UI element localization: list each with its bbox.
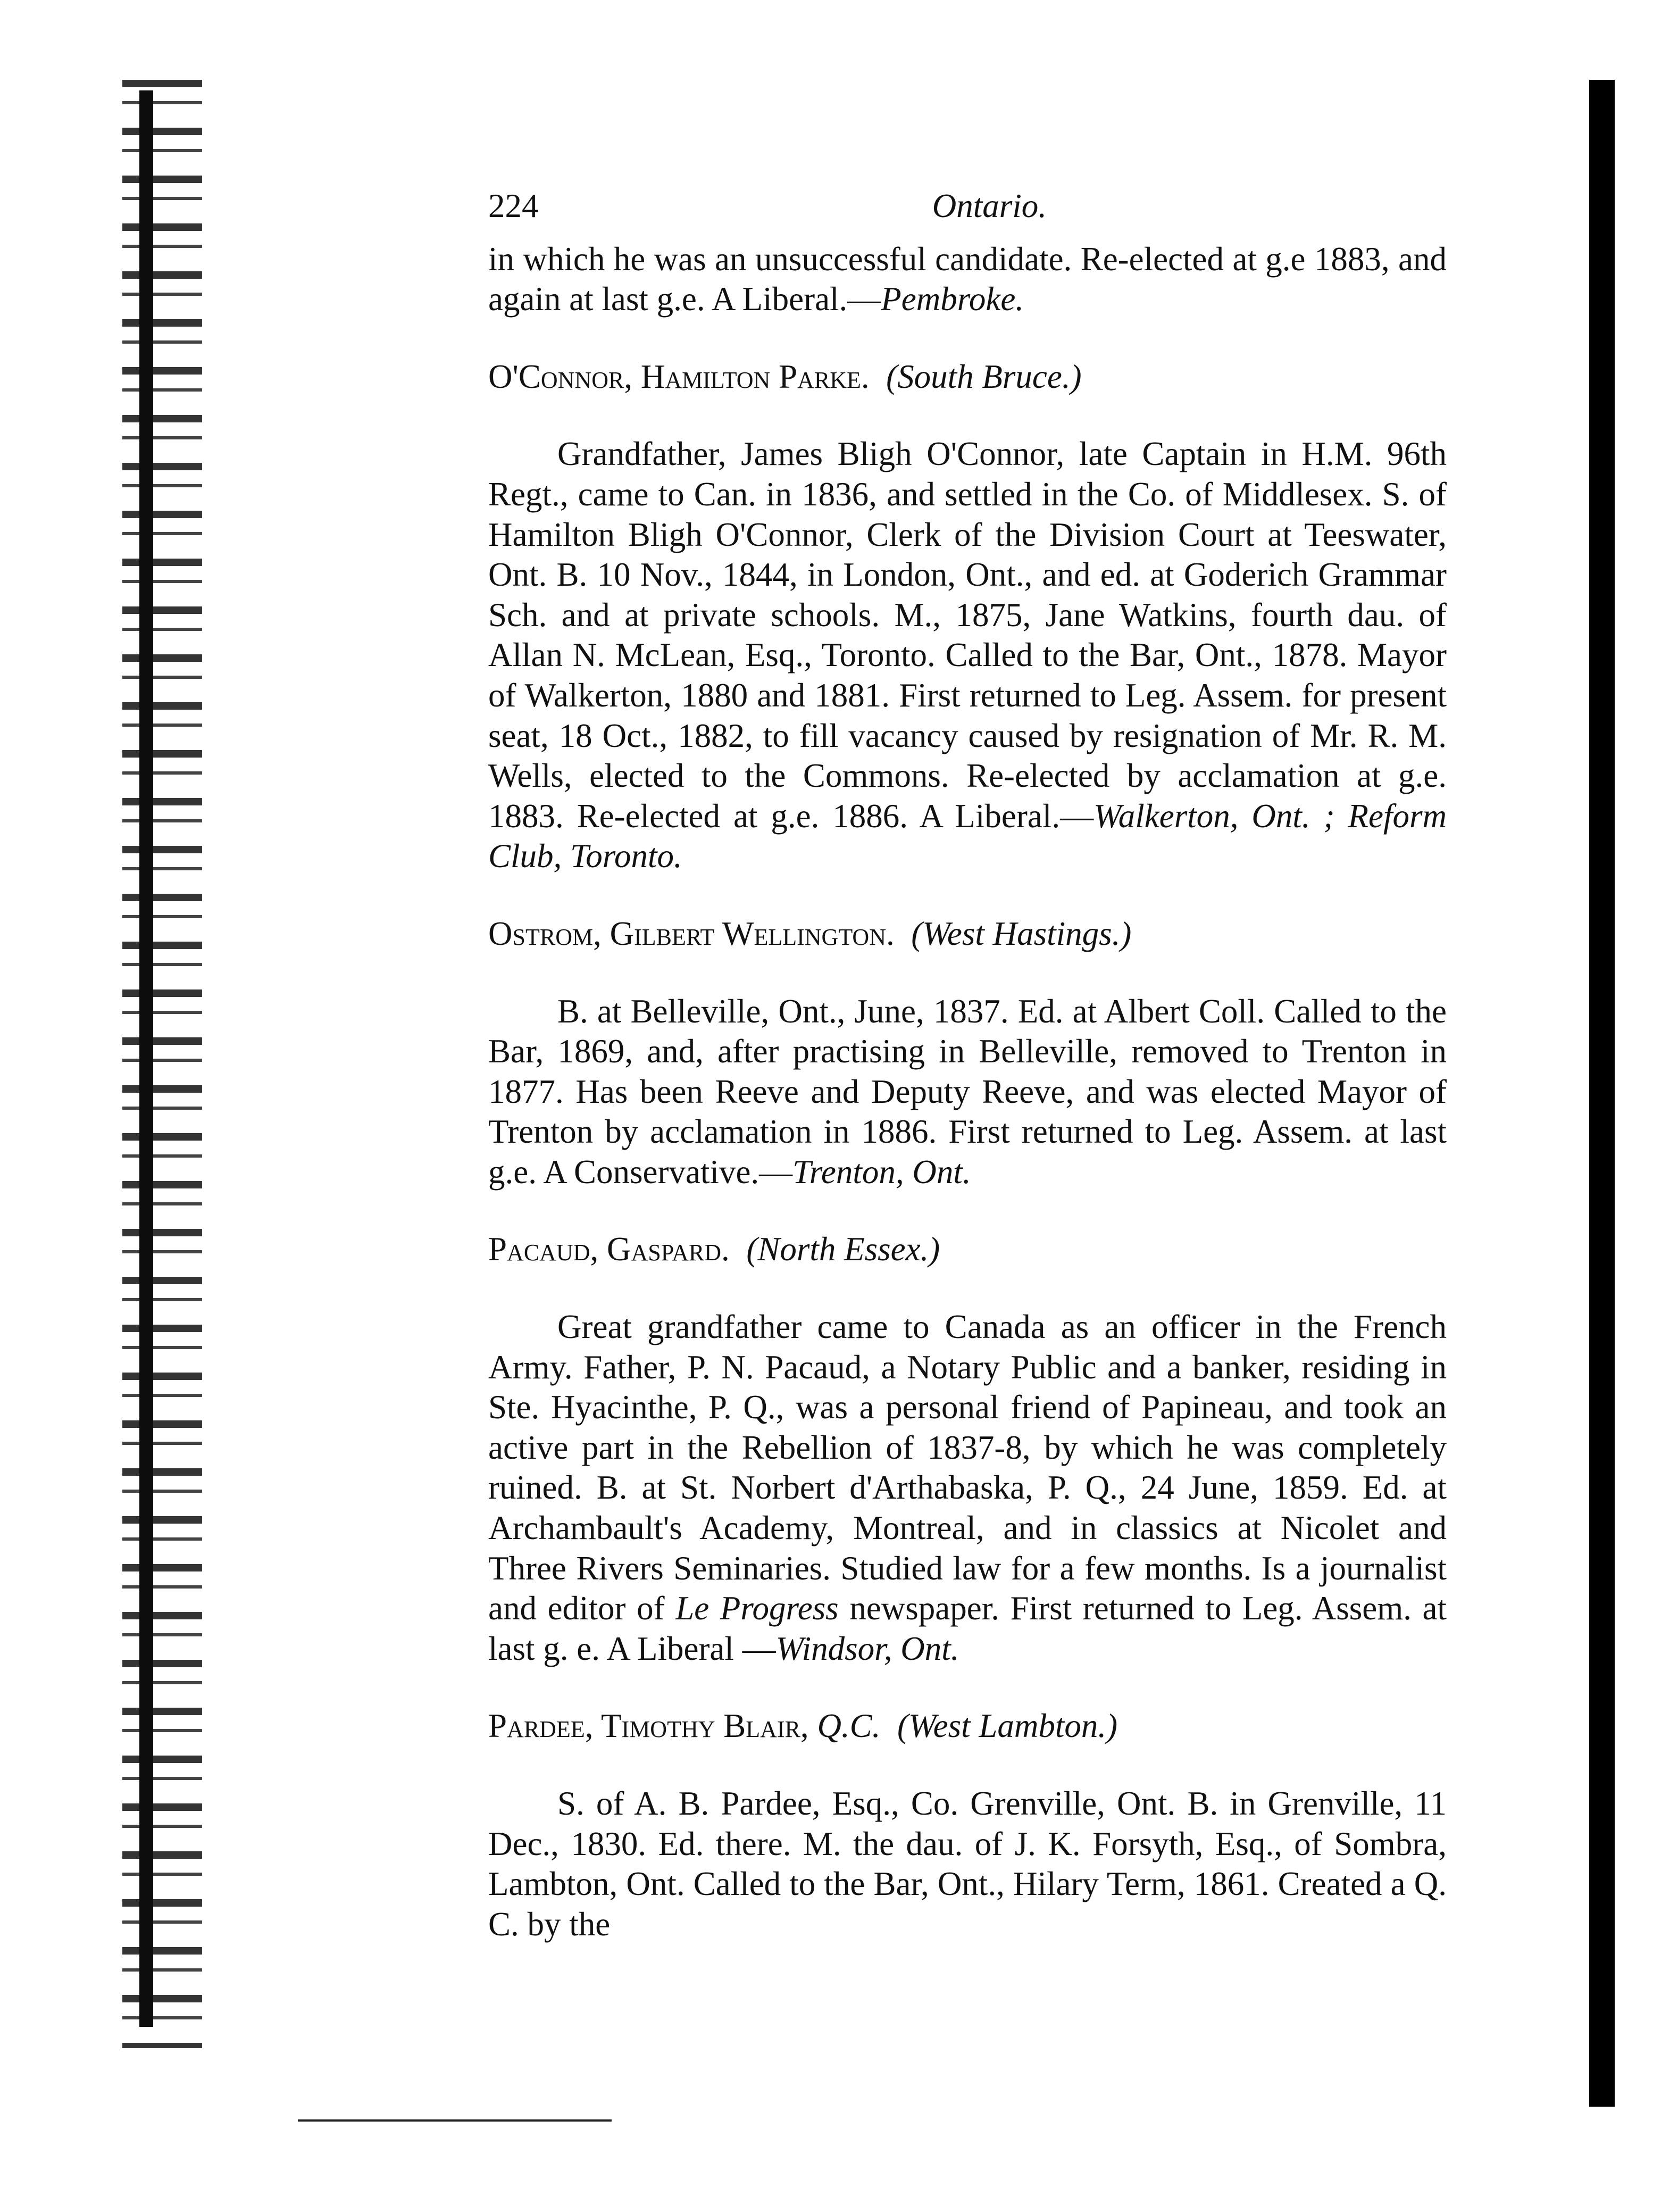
entry-residence: Trenton, Ont. — [792, 1153, 971, 1191]
entry-biography — [488, 1784, 1447, 1944]
entry-heading — [488, 1229, 1447, 1270]
entry-name: O'Connor, Hamilton Parke. — [488, 357, 870, 395]
entry-heading — [488, 357, 1447, 397]
entry-residence: Walkerton, Ont. ; Reform Club, Toronto. — [488, 797, 1447, 875]
entry-heading — [488, 914, 1447, 954]
page-number: 224 — [488, 187, 539, 224]
entry-biography — [488, 434, 1447, 877]
entry-biography — [488, 1307, 1447, 1669]
footer-rule — [298, 2119, 612, 2122]
entry-body: Grandfather, James Bligh O'Connor, late Captain in H.M. 96th Regt., came to Can. in 1836, and settled in the Co. of Middlesex. S. of Hamilton Bligh O'Connor, Clerk of the Division Court at Teeswater, Ont. B. 10 Nov., 1844, in London, Ont., and ed. at Goderich Grammar Sch. and at private schools. M., 1875, Jane Watkins, fourth dau. of Allan N. McLean, Esq., Toronto. Called to the Bar, Ont., 1878. Mayor of Walkerton, 1880 and 1881. First returned to Leg. Assem. for present seat, 18 Oct., 1882, to fill vacancy caused by resignation of Mr. R. M. Wells, elected to the Commons. Re-elected by acclamation at g.e. 1883. Re-elected at g.e. 1886. A Liberal.— — [488, 435, 1447, 835]
entry-body-after: newspaper. First returned to Leg. Assem. at last g. e. A Liberal — — [488, 1590, 1447, 1667]
continuation-residence: Pembroke. — [881, 280, 1024, 318]
page-body — [488, 186, 1447, 1944]
entry-name: Pardee, Timothy Blair, — [488, 1707, 809, 1745]
scan-binding-edge — [139, 90, 153, 2027]
entry-title: Q.C. — [817, 1707, 881, 1745]
scan-binding-shadow — [122, 80, 202, 2048]
continuation-text: in which he was an unsuccessful candidate. Re-elected at g.e 1883, and again at last g.e. A Liberal.— — [488, 240, 1447, 318]
entry-riding: (West Hastings.) — [911, 914, 1132, 952]
entry-body-before: Great grandfather came to Canada as an officer in the French Army. Father, P. N. Pacaud, a Notary Public and a banker, residing in Ste. Hyacinthe, P. Q., was a personal friend of Papineau, and took an active part in the Rebellion of 1837-8, by which he was completely ruined. B. at St. Norbert d'Arthabaska, P. Q., 24 June, 1859. Ed. at Archambault's Academy, Montreal, and in classics at Nicolet and Three Rivers Seminaries. Studied law for a few months. Is a journalist and editor of — [488, 1308, 1447, 1627]
entry-residence: Windsor, Ont. — [775, 1629, 959, 1667]
entry-newspaper: Le Progress — [675, 1590, 839, 1627]
continuation-paragraph — [488, 239, 1447, 320]
entry-heading — [488, 1706, 1447, 1747]
entry-riding: (North Essex.) — [746, 1230, 940, 1268]
entry-riding: (South Bruce.) — [886, 357, 1082, 395]
entry-riding: (West Lambton.) — [897, 1707, 1118, 1745]
entry-body: S. of A. B. Pardee, Esq., Co. Grenville, Ont. B. in Grenville, 11 Dec., 1830. Ed. there. M. the dau. of J. K. Forsyth, Esq., of Sombra, Lambton, Ont. Called to the Bar, Ont., Hilary Term, 1861. Created a Q. C. by the — [488, 1785, 1447, 1943]
scan-right-edge — [1589, 80, 1615, 2107]
running-title: Ontario. — [932, 187, 1047, 224]
entry-biography — [488, 992, 1447, 1193]
entry-name: Pacaud, Gaspard. — [488, 1230, 730, 1268]
entry-body: B. at Belleville, Ont., June, 1837. Ed. at Albert Coll. Called to the Bar, 1869, and, after practising in Belleville, removed to Trenton in 1877. Has been Reeve and Deputy Reeve, and was elected Mayor of Trenton by acclamation in 1886. First returned to Leg. Assem. at last g.e. A Conservative.— — [488, 992, 1447, 1191]
entry-name: Ostrom, Gilbert Wellington. — [488, 914, 895, 952]
running-header — [488, 186, 1047, 227]
